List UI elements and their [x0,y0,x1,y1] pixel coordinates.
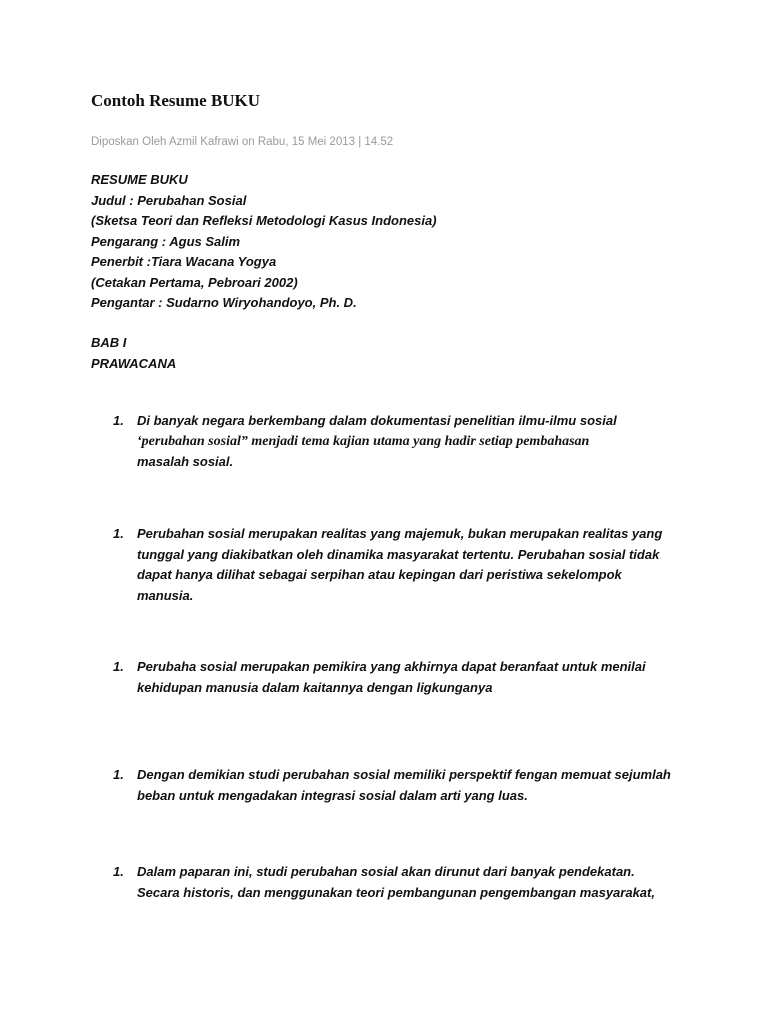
list-item-text: Perubahan sosial merupakan realitas yang majemuk, bukan merupakan realitas yang tunggal yang diakibatkan oleh dinamika masyarakat tertentu. Perubahan sosial tidak dapat hanya dilihat sebagai serpihan atau kepingan dari peristiwa sekelompok manusia. [137,526,663,603]
post-title: Contoh Resume BUKU [91,91,261,110]
book-introduction: Pengantar : Sudarno Wiryohandoyo, Ph. D. [91,295,357,310]
book-publisher: Penerbit :Tiara Wacana Yogya [91,254,277,269]
book-info [91,170,437,314]
list-item-text: Dengan demikian studi perubahan sosial memiliki perspektif fengan memuat sejumlah beban untuk mengadakan integrasi sosial dalam arti yang luas. [137,767,671,803]
book-heading: RESUME BUKU [91,172,188,187]
book-subtitle: (Sketsa Teori dan Refleksi Metodologi Kasus Indonesia) [91,213,437,228]
list-item-number: 1. [113,767,124,782]
chapter-heading [91,333,176,374]
list-item-number: 1. [113,526,124,541]
chapter-name: PRAWACANA [91,355,177,371]
book-title: Judul : Perubahan Sosial [91,192,247,208]
list-item-text: Dalam paparan ini, studi perubahan sosial akan dirunut dari banyak pendekatan. Secara historis, dan menggunakan teori pembangunan pengembangan masyarakat, [137,864,655,900]
list-item-text: Perubaha sosial merupakan pemikira yang akhirnya dapat beranfaat untuk menilai kehidupan manusia dalam kaitannya dengan ligkunganya [137,659,646,695]
book-author: Pengarang : Agus Salim [91,233,241,249]
book-edition: (Cetakan Pertama, Pebroari 2002) [91,274,298,290]
list-item-number: 1. [113,413,124,428]
chapter-number: BAB I [91,335,127,350]
list-item-number: 1. [113,659,124,674]
list-item-number: 1. [113,864,124,879]
post-meta: Diposkan Oleh Azmil Kafrawi on Rabu, 15 Mei 2013 | 14.52 [91,136,394,148]
list-item-text: Di banyak negara berkembang dalam dokumentasi penelitian ilmu-ilmu sosial ‘perubahan sosial” menjadi tema kajian utama yang hadir setiap pembahasan masalah sosial. [137,413,617,469]
